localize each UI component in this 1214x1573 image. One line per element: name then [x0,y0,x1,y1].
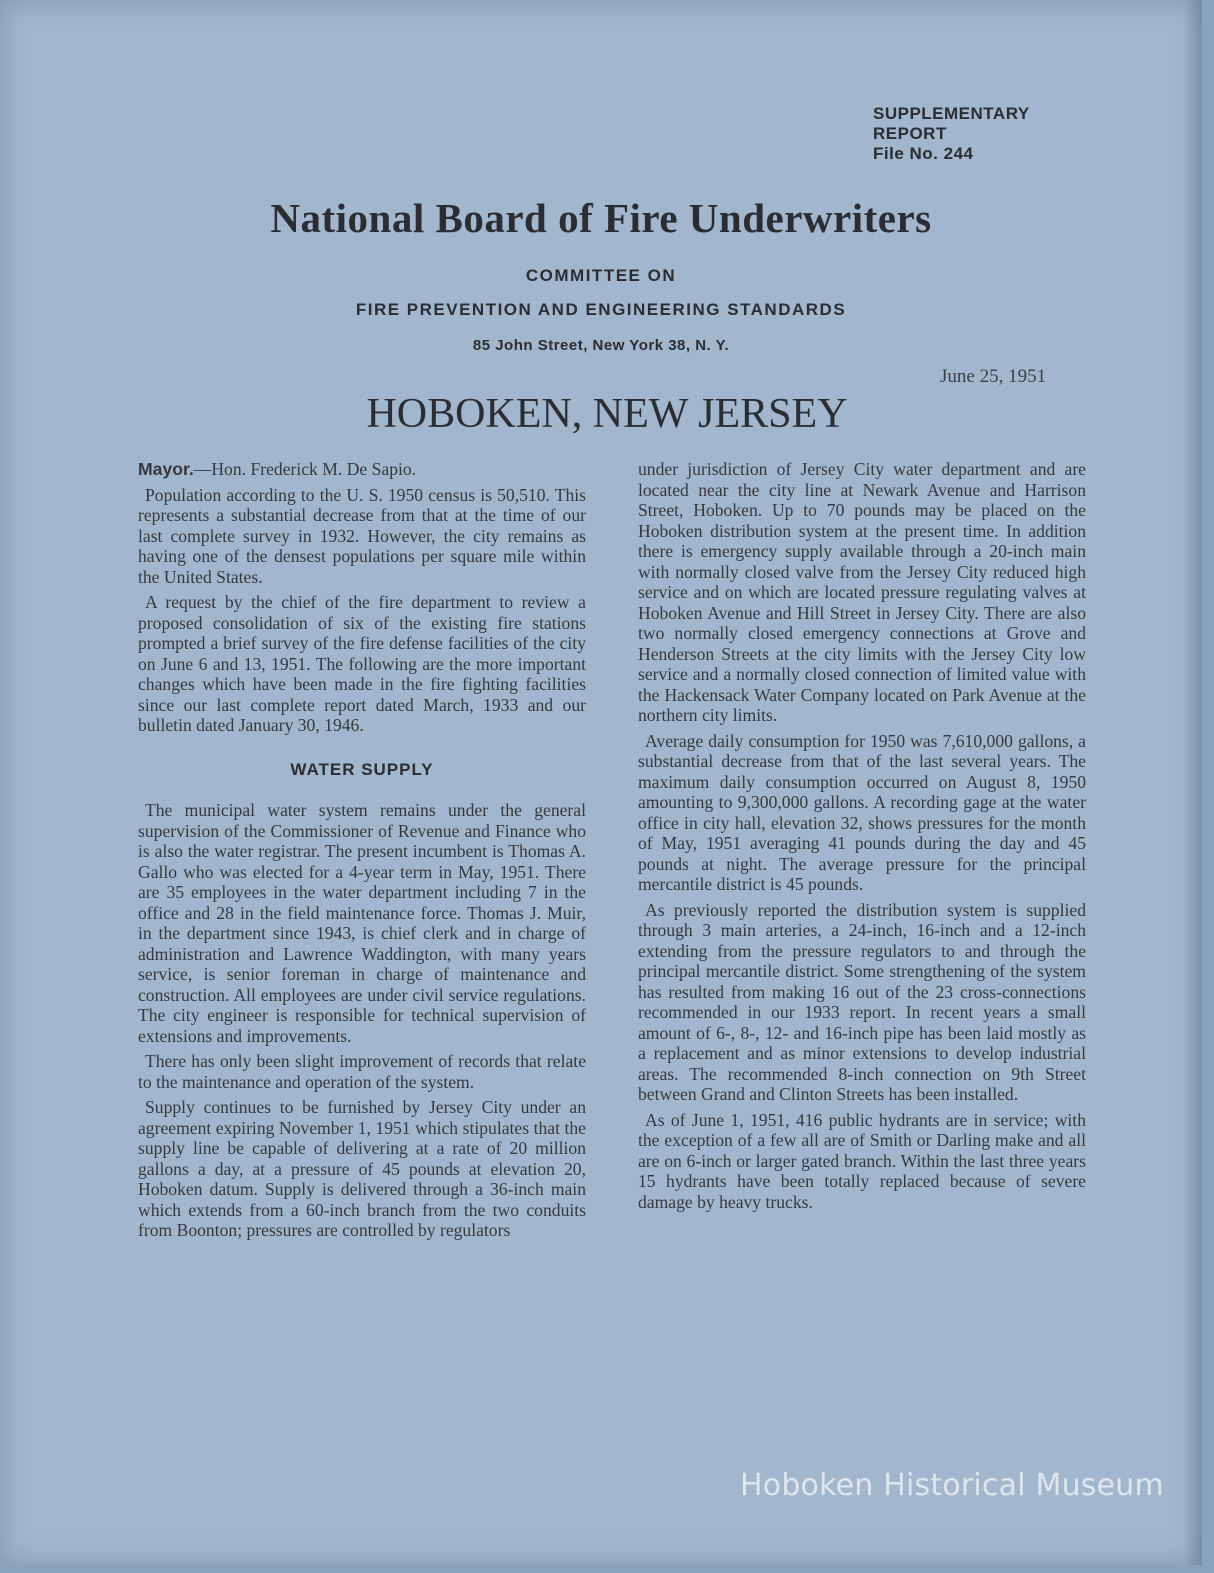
paragraph: As previously reported the distribution system is supplied through 3 main arteries, a 24-inch, 16-inch and a 12-inch extending from the pressure regulators to and through the principal mercantile district. Some strengthening of the system has resulted from making 16 out of the 23 cross-connections recommended in our 1933 report. In recent years a small amount of 6-, 8-, 12- and 16-inch pipe has been laid mostly as a replacement and as minor extensions to develop industrial areas. The recommended 8-inch connection on 9th Street between Grand and Clinton Streets has been installed. [638,899,1086,1104]
paragraph: There has only been slight improvement of records that relate to the maintenance and operation of the system. [138,1051,586,1092]
organization-title: National Board of Fire Underwriters [270,195,932,241]
paragraph: under jurisdiction of Jersey City water department and are located near the city line at Newark Avenue and Harrison Street, Hoboken. Up to 70 pounds may be placed on the Hoboken distribution system at the present time. In addition there is emergency supply available through a 20-inch main with normally closed valve from the Jersey City reduced high service and on which are located pressure regulating valves at Hoboken Avenue and Hill Street in Jersey City. There are also two normally closed emergency connections at Grove and Henderson Streets at the city limits with the Jersey City low service and a normally closed connection of limited value with the Hackensack Water Company located on Park Avenue at the northern city limits. [638,459,1086,725]
city-title: HOBOKEN, NEW JERSEY [366,391,848,437]
file-number: File No. 244 [873,144,974,163]
mayor-label: Mayor. [138,459,194,479]
committee-label: COMMITTEE ON [525,266,677,285]
report-date: June 25, 1951 [940,366,1047,387]
paragraph: Supply continues to be furnished by Jersey City under an agreement expiring November 1, 1951 which stipulates that the supply line be capable of delivering at a rate of 20 million gallons a day, at a pressure of 45 pounds at elevation 20, Hoboken datum. Supply is delivered through a 36-inch main which extends from a 60-inch branch from the two conduits from Boonton; pressures are controlled by regulators [138,1097,586,1240]
mayor-line [138,459,586,480]
committee-name: FIRE PREVENTION AND ENGINEERING STANDARDS [355,300,847,319]
paragraph: A request by the chief of the fire department to review a proposed consolidation of six of the existing fire stations prompted a brief survey of the fire defense facilities of the city on June 6 and 13, 1951. The following are the more important changes which have been made in the fire fighting facilities since our last complete report dated March, 1933 and our bulletin dated January 30, 1946. [138,592,586,735]
section-heading-water-supply: WATER SUPPLY [290,759,434,779]
organization-address: 85 John Street, New York 38, N. Y. [472,337,730,354]
left-column [138,459,586,1246]
report-line: REPORT [873,124,947,143]
supplementary-line: SUPPLEMENTARY [873,104,1030,123]
paragraph: Population according to the U. S. 1950 census is 50,510. This represents a substantial decrease from that at the time of our last complete survey in 1932. However, the city remains as having one of the densest populations per square mile within the United States. [138,484,586,587]
supplementary-report-label [873,104,1030,164]
paragraph: The municipal water system remains under the general supervision of the Commissioner of Revenue and Finance who is also the water registrar. The present incumbent is Thomas A. Gallo who was elected for a 4-year term in May, 1951. There are 35 employees in the water department including 7 in the office and 28 in the field maintenance force. Thomas J. Muir, in the department since 1943, is chief clerk and in charge of administration and Lawrence Waddington, with many years service, is senior foreman in charge of maintenance and construction. All employees are under civil service regulations. The city engineer is responsible for technical supervision of extensions and improvements. [138,800,586,1046]
right-column [638,459,1086,1217]
paragraph: As of June 1, 1951, 416 public hydrants are in service; with the exception of a few all are of Smith or Darling make and all are on 6-inch or larger gated branch. Within the last three years 15 hydrants have been totally replaced because of severe damage by heavy trucks. [638,1109,1086,1212]
mayor-name: —Hon. Frederick M. De Sapio. [193,459,417,479]
museum-watermark: Hoboken Historical Museum [740,1468,1164,1503]
paragraph: Average daily consumption for 1950 was 7,610,000 gallons, a substantial decrease from that of the last several years. The maximum daily consumption occurred on August 8, 1950 amounting to 9,300,000 gallons. A recording gage at the water office in city hall, elevation 32, shows pressures for the month of May, 1951 averaging 41 pounds during the day and 45 pounds at night. The average pressure for the principal mercantile district is 45 pounds. [638,730,1086,894]
